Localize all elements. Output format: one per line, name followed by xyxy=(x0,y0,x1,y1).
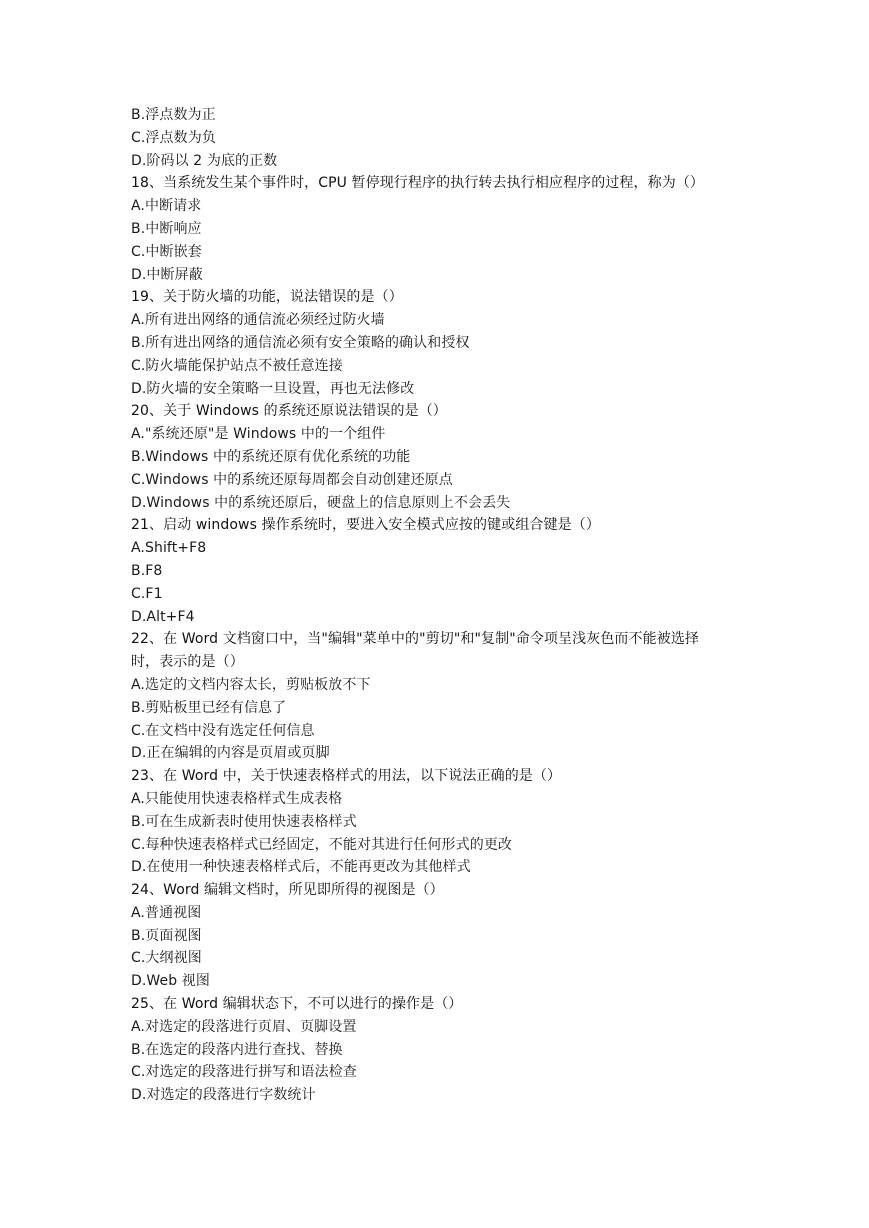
question-text: 24、Word 编辑文档时，所见即所得的视图是（） xyxy=(131,882,444,899)
answer-option: B.浮点数为正 xyxy=(131,107,216,123)
question-text: 18、当系统发生某个事件时，CPU 暂停现行程序的执行转去执行相应程序的过程，称为（） xyxy=(131,175,705,192)
answer-option: C.中断嵌套 xyxy=(131,243,202,260)
question-text: 19、关于防火墙的功能，说法错误的是（） xyxy=(131,289,403,306)
answer-option: A.只能使用快速表格样式生成表格 xyxy=(131,790,343,807)
question-text: 21、启动 windows 操作系统时，要进入安全模式应按的键或组合键是（） xyxy=(131,517,600,534)
answer-option: C.防火墙能保护站点不被任意连接 xyxy=(131,357,343,374)
answer-option: D.正在编辑的内容是页眉或页脚 xyxy=(131,745,330,762)
question-text-continued: 时，表示的是（） xyxy=(131,654,244,671)
answer-option: C.浮点数为负 xyxy=(131,129,216,146)
question-text: 20、关于 Windows 的系统还原说法错误的是（） xyxy=(131,403,447,420)
answer-option: B.中断响应 xyxy=(131,220,202,237)
answer-option: A.中断请求 xyxy=(131,198,202,215)
answer-option: C.Windows 中的系统还原每周都会自动创建还原点 xyxy=(131,471,453,488)
answer-option: B.Windows 中的系统还原有优化系统的功能 xyxy=(131,448,411,465)
answer-option: B.F8 xyxy=(131,562,163,579)
document-body xyxy=(131,104,751,1107)
question-text: 25、在 Word 编辑状态下，不可以进行的操作是（） xyxy=(131,996,463,1013)
answer-option: A.普通视图 xyxy=(131,904,202,921)
answer-option: D.阶码以 2 为底的正数 xyxy=(131,152,278,169)
answer-option: A.Shift+F8 xyxy=(131,540,207,557)
question-text: 22、在 Word 文档窗口中，当"编辑"菜单中的"剪切"和"复制"命令项呈浅灰色而不能被选择 xyxy=(131,631,700,648)
answer-option: C.大纲视图 xyxy=(131,950,202,967)
answer-option: D.防火墙的安全策略一旦设置，再也无法修改 xyxy=(131,380,415,397)
answer-option: B.剪贴板里已经有信息了 xyxy=(131,699,287,716)
answer-option: B.所有进出网络的通信流必须有安全策略的确认和授权 xyxy=(131,334,470,351)
answer-option: D.Alt+F4 xyxy=(131,608,195,625)
answer-option: A.所有进出网络的通信流必须经过防火墙 xyxy=(131,312,385,329)
answer-option: C.在文档中没有选定任何信息 xyxy=(131,722,315,739)
answer-option: D.对选定的段落进行字数统计 xyxy=(131,1087,316,1104)
answer-option: D.Web 视图 xyxy=(131,973,211,990)
answer-option: A.对选定的段落进行页眉、页脚设置 xyxy=(131,1018,357,1035)
answer-option: A."系统还原"是 Windows 中的一个组件 xyxy=(131,426,386,443)
answer-option: D.Windows 中的系统还原后，硬盘上的信息原则上不会丢失 xyxy=(131,494,511,511)
answer-option: C.F1 xyxy=(131,585,163,602)
answer-option: A.选定的文档内容太长，剪贴板放不下 xyxy=(131,676,371,693)
answer-option: B.在选定的段落内进行查找、替换 xyxy=(131,1041,343,1058)
answer-option: D.在使用一种快速表格样式后，不能再更改为其他样式 xyxy=(131,859,471,876)
answer-option: C.对选定的段落进行拼写和语法检查 xyxy=(131,1064,357,1081)
answer-option: B.页面视图 xyxy=(131,927,202,944)
answer-option: B.可在生成新表时使用快速表格样式 xyxy=(131,813,357,830)
answer-option: D.中断屏蔽 xyxy=(131,266,203,283)
answer-option: C.每种快速表格样式已经固定，不能对其进行任何形式的更改 xyxy=(131,836,513,853)
question-text: 23、在 Word 中，关于快速表格样式的用法，以下说法正确的是（） xyxy=(131,768,562,785)
